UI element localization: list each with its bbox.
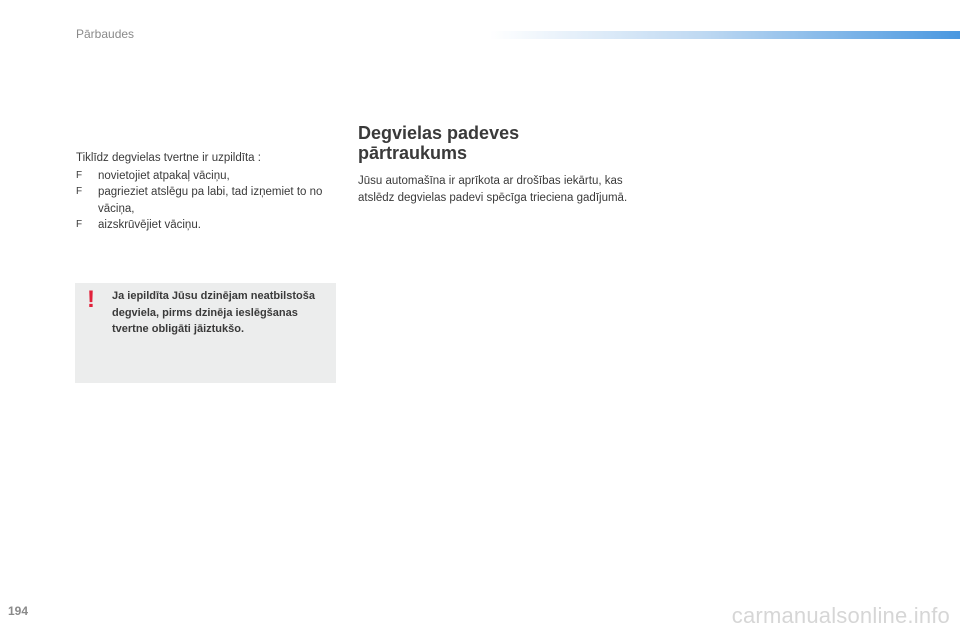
list-item-text: novietojiet atpakaļ vāciņu, <box>98 169 230 182</box>
page-number: 194 <box>8 604 29 618</box>
watermark: carmanualsonline.info <box>731 603 950 628</box>
bullet-marker-icon: F <box>76 169 83 181</box>
list-item-text: pagrieziet atslēgu pa labi, tad izņemiet to no vāciņa, <box>98 186 323 215</box>
bullet-marker-icon: F <box>76 219 83 230</box>
section-title: Pārbaudes <box>76 27 135 41</box>
fuel-cutoff-heading: Degvielas padeves pārtraukums <box>358 123 520 163</box>
header-accent-bar <box>490 31 960 39</box>
warning-text: Ja iepildīta Jūsu dzinējam neatbilstoša degviela, pirms dzinēja ieslēgšanas tvertne obligāti jāiztukšo. <box>112 290 315 335</box>
list-item <box>76 168 336 185</box>
warning-box <box>75 283 336 383</box>
list-item-text: aizskrūvējiet vāciņu. <box>98 219 201 231</box>
list-item <box>76 217 336 234</box>
exclamation-icon: ! <box>87 286 95 313</box>
fuel-cutoff-section <box>358 123 628 206</box>
refuel-intro: Tiklīdz degvielas tvertne ir uzpildīta : <box>76 152 261 164</box>
refuel-instructions <box>76 150 336 234</box>
bullet-marker-icon: F <box>76 186 83 197</box>
refuel-steps <box>76 168 336 234</box>
list-item <box>76 184 336 217</box>
fuel-cutoff-body: Jūsu automašīna ir aprīkota ar drošības iekārtu, kas atslēdz degvielas padevi spēcīga trieciena gadījumā. <box>358 175 628 204</box>
